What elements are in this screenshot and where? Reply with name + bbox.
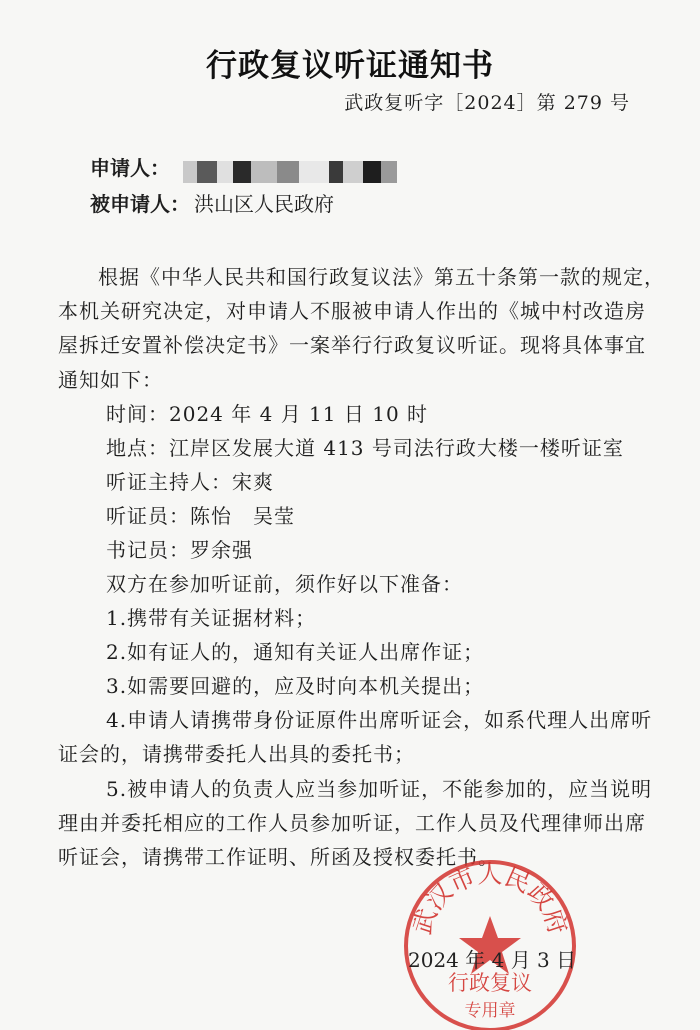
preparation-item-4-cont: 证会的，请携带委托人出具的委托书； <box>58 742 415 766</box>
seal-bottom-text: 专用章 <box>464 1001 516 1021</box>
preparation-item-2: 2.如有证人的，通知有关证人出席作证； <box>106 640 485 664</box>
hearing-officers: 听证员：陈怡 吴莹 <box>106 504 295 528</box>
seal-ring-text: 武汉市人民政府 <box>407 859 573 938</box>
respondent-label: 被申请人： <box>90 192 190 216</box>
document-number: 武政复听字［2024］第 279 号 <box>344 92 630 114</box>
hearing-time: 时间：2024 年 4 月 11 日 10 时 <box>106 402 429 426</box>
redacted-name <box>183 159 397 181</box>
preparation-item-4: 4.申请人请携带身份证原件出席听证会，如系代理人出席听 <box>106 708 653 732</box>
preparation-item-5-cont-1: 理由并委托相应的工作人员参加听证，工作人员及代理律师出席 <box>58 811 646 835</box>
preparation-intro: 双方在参加听证前，须作好以下准备： <box>106 572 463 596</box>
preparation-item-5: 5.被申请人的负责人应当参加听证，不能参加的，应当说明 <box>106 777 653 801</box>
hearing-place: 地点：江岸区发展大道 413 号司法行政大楼一楼听证室 <box>106 436 624 460</box>
paragraph-line-4: 通知如下： <box>58 368 163 392</box>
respondent-value: 洪山区人民政府 <box>194 192 334 216</box>
applicant-label: 申请人： <box>90 156 170 180</box>
preparation-item-1: 1.携带有关证据材料； <box>106 606 317 630</box>
seal-middle-text: 行政复议 <box>448 971 532 995</box>
hearing-clerk: 书记员：罗余强 <box>106 538 253 562</box>
applicant-row <box>90 152 397 181</box>
paragraph-line-3: 屋拆迁安置补偿决定书》一案举行行政复议听证。现将具体事宜 <box>58 333 646 357</box>
paragraph-line-2: 本机关研究决定，对申请人不服被申请人作出的《城中村改造房 <box>58 299 646 323</box>
preparation-item-3: 3.如需要回避的，应及时向本机关提出； <box>106 674 485 698</box>
document-title: 行政复议听证通知书 <box>206 48 494 84</box>
hearing-host: 听证主持人：宋爽 <box>106 470 274 494</box>
respondent-row <box>90 188 334 217</box>
preparation-item-5-cont-2: 听证会，请携带工作证明、所函及授权委托书。 <box>58 845 499 869</box>
issue-date: 2024 年 4 月 3 日 <box>408 948 577 972</box>
paragraph-line-1: 根据《中华人民共和国行政复议法》第五十条第一款的规定， <box>98 265 665 289</box>
